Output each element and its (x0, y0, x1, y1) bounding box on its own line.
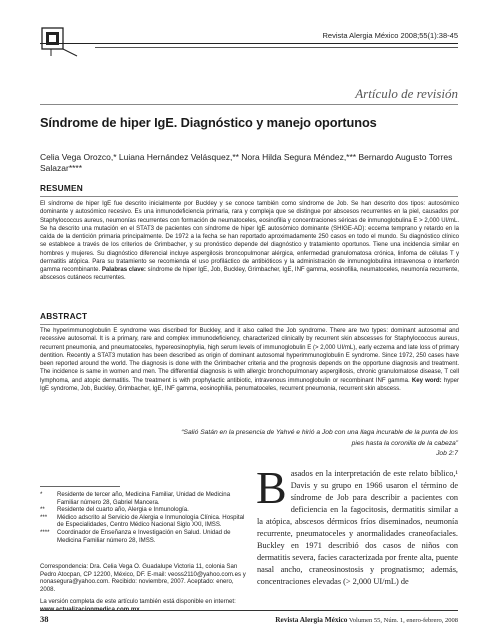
footer-issue: Volumen 55, Núm. 1, enero-febrero, 2008 (348, 617, 458, 624)
drop-cap: B (256, 462, 287, 513)
header-rule-secondary (95, 47, 458, 48)
journal-logo-icon (41, 27, 79, 57)
footnote-item (40, 514, 247, 529)
footer-rule (40, 610, 458, 611)
resumen-text (40, 200, 459, 283)
resumen-body: El síndrome de hiper IgE fue descrito inicialmente por Buckley y se conoce también como síndrome de Job. Se han descrito dos tipos: autosómico dominante y autosómico recesivo. Es una inmunodeficiencia primaria, rara y compleja que se distingue por abscesos recurrentes en la piel, causados por Staphylococcus aureus, neumonías recurrentes con formación de neumatoceles, eosinofilia y concentraciones séricas de inmunoglobulina E > 2,000 UI/mL. Se ha descrito una mutación en el STAT3 de pacientes con síndrome de hiper IgE autosómico dominante (SHIGE-AD): eccema temprano y retardo en la caída de la dentición primaria principalmente. De 1972 a la fecha se han reportado aproximadamente 250 casos en todo el mundo. Su diagnóstico clínico se establece a través de los criterios de Grimbacher, y su pronóstico depende del diagnóstico y tratamiento oportunos. Tiene una incidencia similar en hombres y mujeres. Su diagnóstico diferencial incluye aspergilosis broncopulmonar alérgica, enfermedad granulomatosa crónica, linfoma de células T y dermatitis atópica. Para su tratamiento se recomienda el uso profiláctico de antibióticos y la administración de inmunoglobulina intravenosa o interferón gamma recombinante. (40, 201, 459, 273)
footnote-text: Residente de tercer año, Medicina Familiar, Unidad de Medicina Familiar número 28, Gabriel Mancera. (57, 491, 231, 506)
abstract-keywords-label: Key word: (411, 377, 442, 384)
resumen-rule (40, 196, 458, 197)
section-rule (40, 104, 458, 105)
fulltext-text: La versión completa de este artículo también está disponible en internet: (40, 598, 236, 605)
footnote-rule (40, 486, 120, 487)
footer-journal (275, 615, 458, 624)
footnote-item (40, 506, 247, 514)
footnote-text: Médico adscrito al Servicio de Alergia e Inmunología Clínica. Hospital de Especialidades, Centro Médico Nacional Siglo XXI, IMSS. (57, 513, 245, 529)
body-text-column (256, 462, 458, 588)
article-authors: Celia Vega Orozco,* Luiana Hernández Velásquez,** Nora Hilda Segura Méndez,*** Bernardo Augusto Torres Salazar**** (40, 152, 453, 174)
epigraph (168, 428, 458, 460)
abstract-rule (40, 324, 458, 325)
fulltext-url[interactable]: www.actualizacionmedica.com.mx (40, 605, 140, 613)
correspondence: Correspondencia: Dra. Celia Vega O. Guadalupe Victoria 11, colonia San Pedro Atocpan, CP 12200, México, DF. E-mail: veoss2110@yahoo.com.es y nonasegura@yahoo.com. Recibido: noviembre, 2007. Aceptado: enero, 2008. (40, 563, 246, 593)
footnote-text: Coordinador de Enseñanza e Investigación en Salud. Unidad de Medicina Familiar número 28, IMSS. (57, 528, 231, 544)
abstract-text (40, 327, 459, 393)
footnote-mark: ** (40, 506, 45, 514)
page-number: 38 (40, 614, 49, 624)
footnote-item (40, 491, 247, 506)
header-rule (40, 43, 458, 44)
abstract-heading: ABSTRACT (40, 311, 88, 321)
journal-reference: Revista Alergia México 2008;55(1):38-45 (322, 31, 458, 40)
abstract-body: The hyperimmunoglobulin E syndrome was discribed for Buckley, and it also called the Job syndrome. There are two types: dominant autosomal and recessive autosomal. It is a primary, rare and complex immunodeficiency, characterized clinically by recurrent skin abscesses for Staphylococcus aureus, recurrent pneumonia, and pneumatoceles, hypereosinophylia, high serum levels of immunoglobulin E (> 2,000 UI/mL), early eczema and late loss of primary dentition. Recently a STAT3 mutation has been described as origin of dominant autosomal hyperimmunoglobulin E syndrome. Since 1972, 250 cases have been reported around the world. The diagnosis is done with the Grimbacher criteria and the prognosis depends on the opportune diagnosis and treatment. The incidence is same in women and men. The differential diagnosis is with allergic bronchopulmonary aspergillosis, chronic granulomatose disease, T cell lymphoma, and atopic dermatitis. The treatment is with prophylactic antibiotic, intravenous immunoglobulin or recombinant INF gamma. (40, 328, 459, 384)
epigraph-reference: Job 2:7 (436, 450, 458, 457)
footnote-mark: *** (40, 513, 48, 521)
resumen-heading: RESUMEN (40, 183, 83, 193)
section-label: Artículo de revisión (355, 86, 458, 101)
article-title: Síndrome de hiper IgE. Diagnóstico y manejo oportunos (40, 115, 377, 130)
resumen-keywords-label: Palabras clave: (101, 267, 146, 273)
footer-journal-name: Revista Alergia México (275, 615, 348, 624)
footnote-mark: * (40, 491, 43, 498)
footnote-mark: **** (40, 528, 50, 536)
body-paragraph: asados en la interpretación de este relato bíblico,¹ Davis y su grupo en 1966 usaron el término de síndrome de Job para describir a pacientes con deficiencia en la fagocitosis, dermatitis similar a la atópica, abscesos dérmicos fríos diseminados, neumonía recurrente, pneumatoceles y anormalidades craneofaciales. Buckley en 1971 describió dos casos de niños con dermatitis severa, facies caracterizada por frente alta, puente nasal ancho, craneosinostosis y prognatismo; además, concentraciones elevadas (> 2,000 UI/mL) de (257, 469, 458, 587)
affiliation-footnotes (40, 491, 247, 544)
footnote-text: Residente del cuarto año, Alergia e Inmunología. (57, 506, 189, 514)
abstract-keywords: hyper IgE syndrome, Job, Buckley, Grimbacher, IgE, INF gamma, eosinophilia, penumatoceles, recurrent pneumonia, recurrent skin abscess. (40, 377, 460, 392)
footnote-item (40, 529, 247, 544)
resumen-keywords: síndrome de hiper IgE, Job, Buckley, Grimbacher, IgE, INF gamma, eosinofilia, neumatoceles, neumonía recurrente, abscesos cutáneos recurrentes. (40, 267, 459, 282)
epigraph-quote: “Salió Satán en la presencia de Yahvé e hirió a Job con una llaga incurable de la punta de los pies hasta la coronilla de la cabeza” (181, 429, 458, 447)
